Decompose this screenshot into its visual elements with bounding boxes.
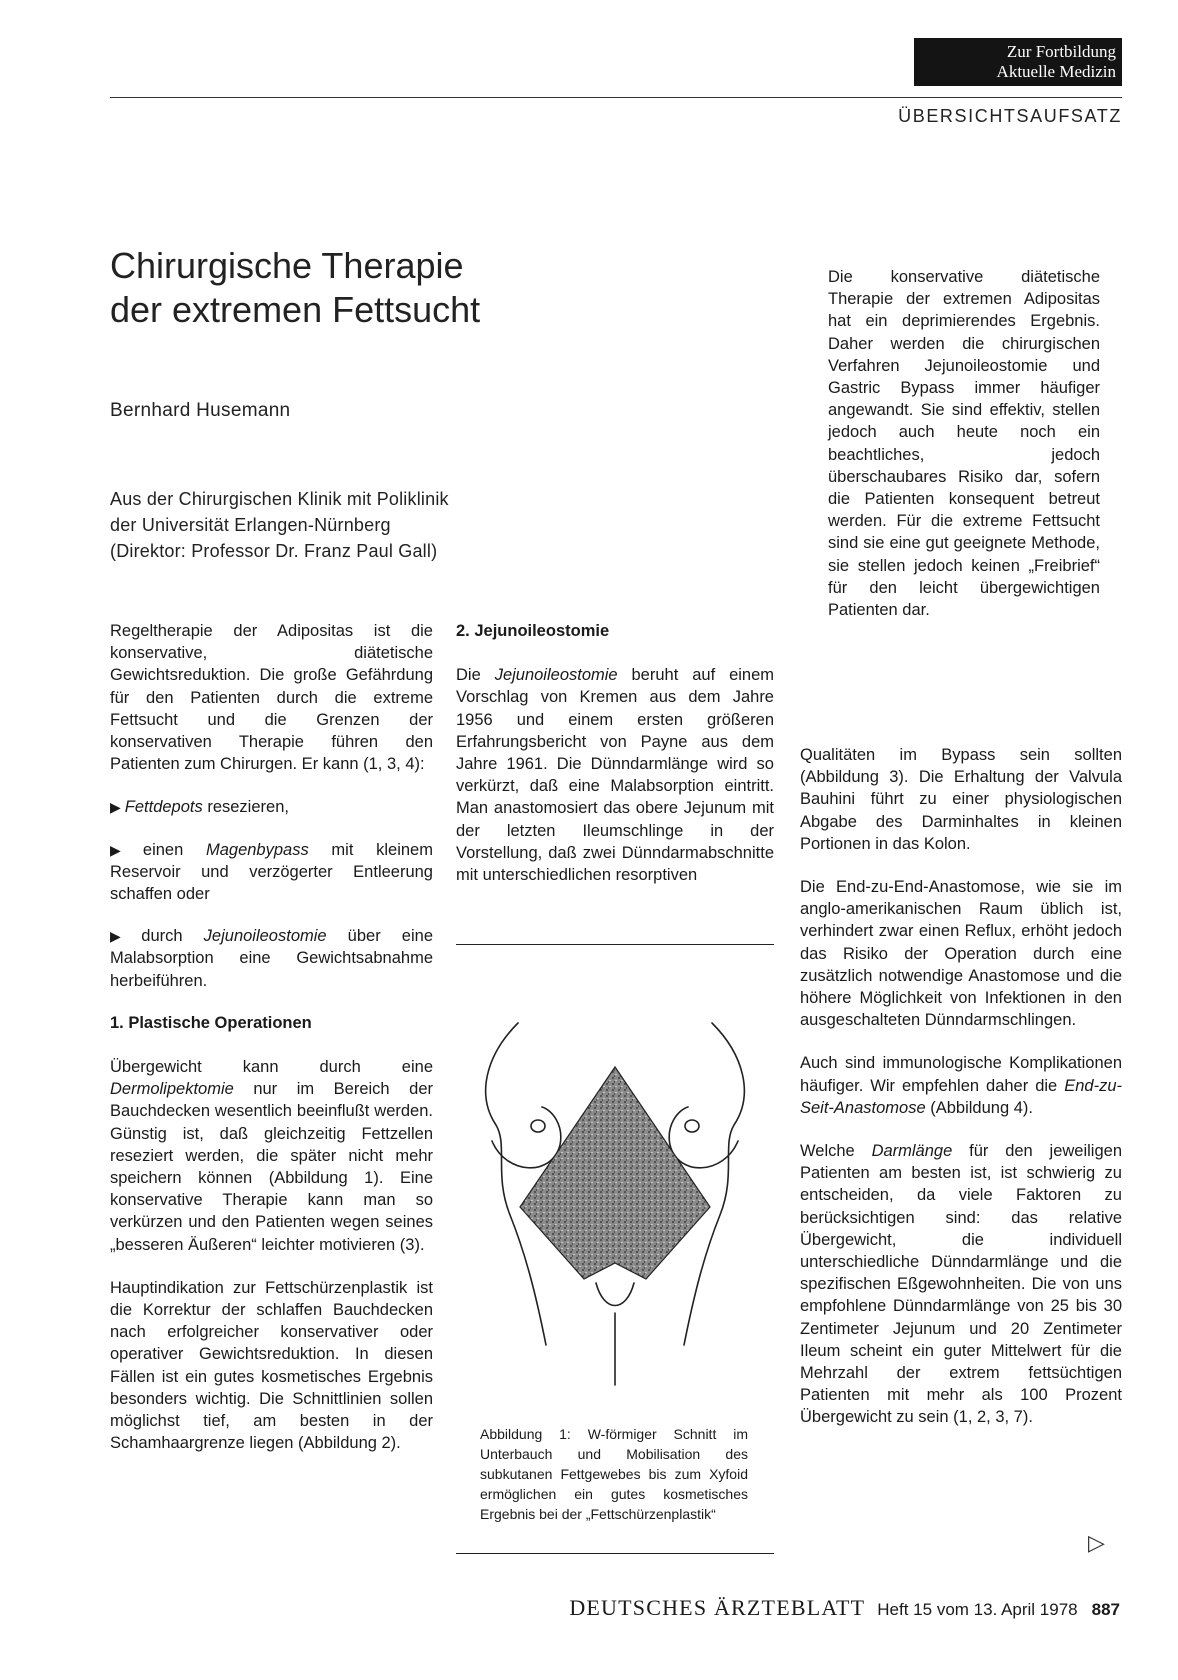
badge-line-1: Zur Fortbildung (1006, 42, 1116, 61)
text-run: für den jeweiligen Patienten am besten ist, ist schwierig zu entscheiden, da viele Faktoren zu berücksichtigen sind: das relative Übergewicht, die individuell unterschiedliche Dünndarmlänge und die spezifischen Eßgewohnheiten. Die von uns empfohlene Dünndarmlänge von 25 bis 30 Zentimeter Jejunum und 20 Zentimeter Ileum scheint ein guter Mittelwert für die Mehrzahl der extrem fettsüchtigen Patienten mit mehr als 100 Prozent Übergewicht zu sein (1, 2, 3, 7). (800, 1142, 1123, 1427)
emphasis: Darmlänge (871, 1142, 953, 1161)
text-run: Die (456, 666, 495, 685)
bullet-item (110, 925, 433, 992)
body-paragraph (110, 1056, 433, 1256)
affiliation-line-3: (Direktor: Professor Dr. Franz Paul Gall) (110, 541, 438, 561)
text-run: Übergewicht kann durch eine (110, 1058, 433, 1077)
bullet-text: resezieren, (202, 798, 289, 817)
figure-caption: Abbildung 1: W-förmiger Schnitt im Unterbauch und Mobilisation des subkutanen Fettgewebes bis zum Xyfoid ermöglichen ein gutes kosmetisches Ergebnis bei der „Fettschürzenplastik“ (480, 1426, 748, 1522)
text-run: (Abbildung 4). (925, 1098, 1033, 1117)
title-line-2: der extremen Fettsucht (110, 289, 481, 330)
right-breast-outline (669, 1107, 738, 1168)
affiliation-line-1: Aus der Chirurgischen Klinik mit Poliklinik (110, 489, 449, 509)
left-breast-outline (492, 1107, 561, 1168)
bullet-item (110, 839, 433, 906)
bullet-triangle-icon: ▶ (110, 799, 121, 816)
emphasis: End-zu-Seit-Anastomose (800, 1076, 1122, 1117)
bullet-text: einen (142, 840, 206, 859)
journal-name: DEUTSCHES ÄRZTEBLATT (569, 1595, 866, 1620)
bullet-item (110, 796, 433, 818)
body-paragraph: Qualitäten im Bypass sein sollten (Abbildung 3). Die Erhaltung der Valvula Bauhini führt zu einer physiologischen Abgabe des Darminhaltes in kleinen Portionen in das Kolon. (800, 746, 1122, 853)
section-heading-1: 1. Plastische Operationen (110, 1013, 312, 1032)
bullet-triangle-icon: ▶ (110, 928, 138, 945)
column-2 (456, 620, 774, 907)
page-number: 887 (1091, 1600, 1120, 1619)
bullet-triangle-icon: ▶ (110, 841, 139, 858)
title-line-1: Chirurgische Therapie (110, 245, 464, 286)
emphasis: Dermolipektomie (110, 1080, 234, 1099)
author-name: Bernhard Husemann (110, 400, 291, 421)
section-badge (914, 38, 1122, 86)
bullet-text: über eine Malabsorption eine Gewichtsabnahme herbeiführen. (110, 927, 433, 990)
column-1 (110, 620, 433, 1476)
body-paragraph (456, 664, 774, 886)
text-run: nur im Bereich der Bauchdecken wesentlich beeinflußt werden. Günstig ist, daß gleichzeitig Fettzellen reseziert werden, die später nicht mehr speichern können (Abbildung 1). Eine konservative Therapie kann man so verkürzen und den Patienten wegen seines „besseren Äußeren“ leichter motivieren (3). (110, 1080, 433, 1254)
issue-info: Heft 15 vom 13. April 1978 (877, 1600, 1078, 1619)
badge-line-2: Aktuelle Medizin (996, 62, 1116, 81)
emphasis: Magenbypass (205, 840, 309, 859)
text-run: Welche (800, 1142, 872, 1161)
affiliation-line-2: der Universität Erlangen-Nürnberg (110, 515, 391, 535)
pubic-outline (596, 1283, 634, 1306)
emphasis: Jejunoileostomie (203, 927, 327, 946)
bullet-text: durch (141, 927, 204, 946)
text-run: beruht auf einem Vorschlag von Kremen aus dem Jahre 1956 und einem ersten größeren Erfahrungsbericht von Payne aus dem Jahre 1961. Die Dünndarmlänge wird so verkürzt, daß eine Malabsorption eintritt. Man anastomosiert das obere Jejunum mit der letzten Ileumschlinge in der Vorstellung, daß zwei Dünndarmabschnitte mit unterschiedlichen resorptiven (456, 666, 775, 885)
section-label: ÜBERSICHTSAUFSATZ (898, 106, 1122, 126)
article-title (110, 244, 480, 332)
affiliation (110, 486, 449, 564)
text-run: Auch sind immunologische Komplikationen häufiger. Wir empfehlen daher die (800, 1054, 1122, 1095)
abstract: Die konservative diätetische Therapie der extremen Adipositas hat ein deprimierendes Ergebnis. Daher werden die chirurgischen Verfahren Jejunoileostomie und Gastric Bypass immer häufiger angewandt. Sie sind effektiv, stellen jedoch auch heute noch ein beachtliches, jedoch überschaubares Risiko dar, sofern die Patienten konsequent betreut werden. Für die extreme Fettsucht sind sie eine gut geeignete Methode, sie stellen jedoch keinen „Freibrief“ für den leicht übergewichtigen Patienten dar. (828, 268, 1100, 620)
emphasis: Fettdepots (124, 798, 203, 817)
body-paragraph: Die End-zu-End-Anastomose, wie sie im anglo-amerikanischen Raum üblich ist, verhindert zwar einen Reflux, erhöht jedoch das Risiko der Operation durch eine zusätzlich notwendige Anastomose und die höhere Möglichkeit von Infektionen in den ausgeschalteten Dünndarmschlingen. (800, 878, 1122, 1030)
column-3 (800, 744, 1122, 1450)
mobilised-fat-area (520, 1067, 710, 1279)
header-rule (110, 97, 1122, 98)
section-heading-2: 2. Jejunoileostomie (456, 622, 610, 640)
continue-arrow-icon: ▷ (1088, 1530, 1105, 1555)
body-paragraph: Hauptindikation zur Fettschürzenplastik ist die Korrektur der schlaffen Bauchdecken nach erfolgreicher konservativer oder operativer Gewichtsreduktion. In diesen Fällen ist ein gutes kosmetisches Ergebnis besonders wichtig. Die Schnittlinien sollen möglichst tief, am besten in der Schamhaargrenze liegen (Abbildung 2). (110, 1278, 433, 1453)
body-paragraph (800, 1140, 1122, 1429)
body-paragraph (800, 1052, 1122, 1119)
intro-paragraph: Regeltherapie der Adipositas ist die konservative, diätetische Gewichtsreduktion. Die große Gefährdung für den Patienten durch die extreme Fettsucht und die Grenzen der konservativen Therapie führen den Patienten zum Chirurgen. Er kann (1, 3, 4): (110, 622, 433, 774)
page-footer (569, 1595, 1120, 1621)
emphasis: Jejunoileostomie (494, 666, 618, 685)
bullet-text: mit kleinem Reservoir und verzögerter Entleerung schaffen oder (110, 840, 433, 904)
